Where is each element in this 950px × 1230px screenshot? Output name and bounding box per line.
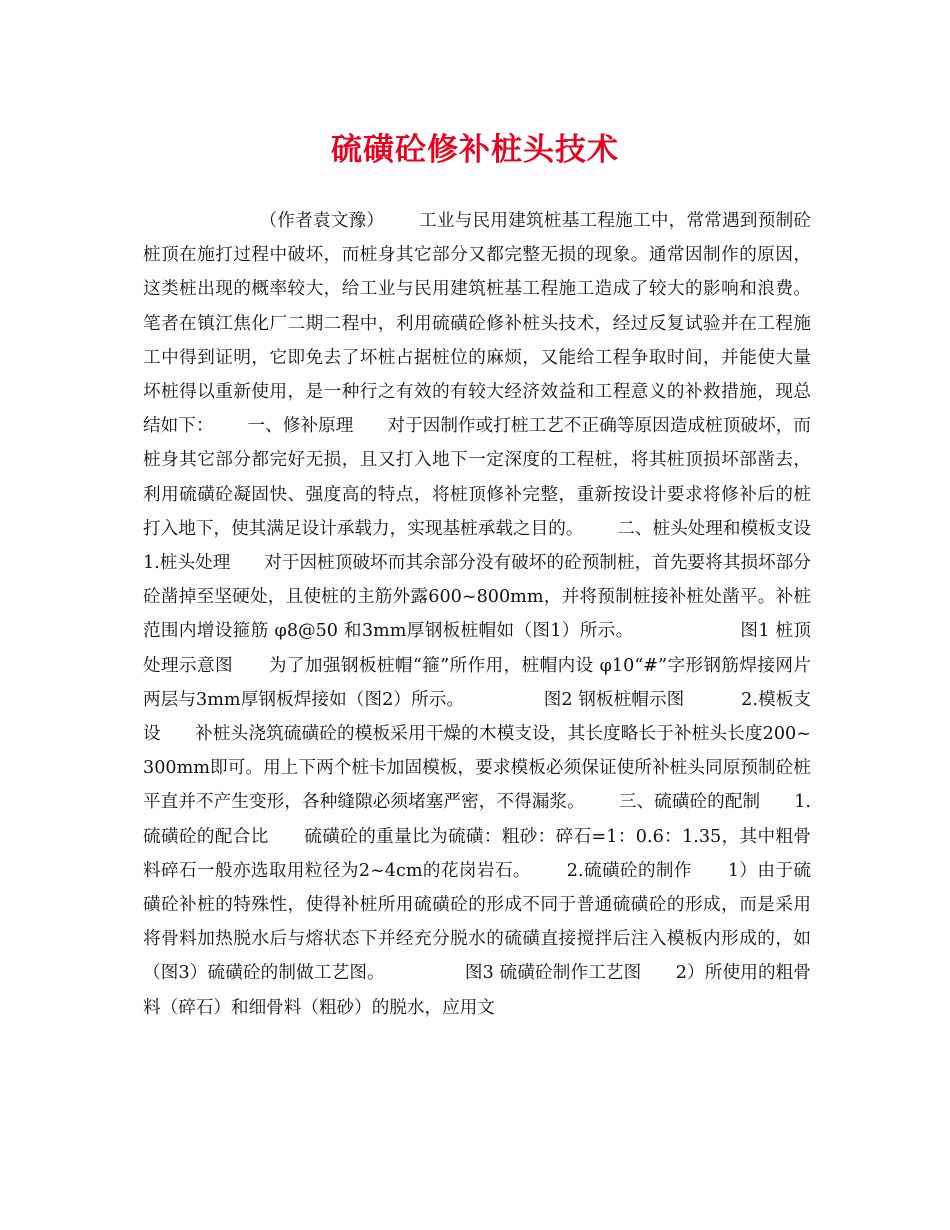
document-body: （作者袁文豫） 工业与民用建筑桩基工程施工中，常常遇到预制砼桩顶在施打过程中破坏，而桩身其它部分又都完整无损的现象。通常因制作的原因，这类桩出现的概率较大，给工业与民用建筑桩基工程施工造成了较大的影响和浪费。 笔者在镇江焦化厂二期二程中，利用硫磺砼修补桩头技术，经过反复试验并在工程施工中得到证明，它即免去了坏桩占据桩位的麻烦，又能给工程争取时间，并能使大量坏桩得以重新使用，是一种行之有效的有较大经济效益和工程意义的补救措施，现总结如下： 一、修补原理 对于因制作或打桩工艺不正确等原因造成桩顶破坏，而桩身其它部分都完好无损，且又打入地下一定深度的工程桩，将其桩顶损坏部凿去，利用硫磺砼凝固快、强度高的特点，将桩顶修补完整，重新按设计要求将修补后的桩打入地下，使其满足设计承载力，实现基桩承载之目的。 二、桩头处理和模板支设 1.桩头处理 对于因桩顶破坏而其余部分没有破坏的砼预制桩，首先要将其损坏部分砼凿掉至坚硬处，且使桩的主筋外露600~800mm，并将预制桩接补桩处凿平。补桩范围内增设箍筋 φ8@50 和3mm厚钢板桩帽如（图1）所示。 图1 桩顶处理示意图 为了加强钢板桩帽“箍”所作用，桩帽内设 φ10“#”字形钢筋焊接网片两层与3mm厚钢板焊接如（图2）所示。 图2 钢板桩帽示图 2.模板支设 补桩头浇筑硫磺砼的模板采用干燥的木模支设，其长度略长于补桩头长度200~300mm即可。用上下两个桩卡加固模板，要求模板必须保证使所补桩头同原预制砼桩平直并不产生变形，各种缝隙必须堵塞严密，不得漏浆。 三、硫磺砼的配制 1.硫磺砼的配合比 硫磺砼的重量比为硫磺：粗砂：碎石=1：0.6：1.35，其中粗骨料碎石一般亦选取用粒径为2~4cm的花岗岩石。 2.硫磺砼的制作 1）由于硫磺砼补桩的特殊性，使得补桩所用硫磺砼的形成不同于普通硫磺砼的形成，而是采用将骨料加热脱水后与熔状态下并经充分脱水的硫磺直接搅拌后注入模板内形成的，如（图3）硫磺砼的制做工艺图。 图3 硫磺砼制作工艺图 2）所使用的粗骨料（碎石）和细骨料（粗砂）的脱水，应用文	[143, 211, 845, 1018]
document-title: 硫磺砼修补桩头技术	[331, 132, 619, 168]
